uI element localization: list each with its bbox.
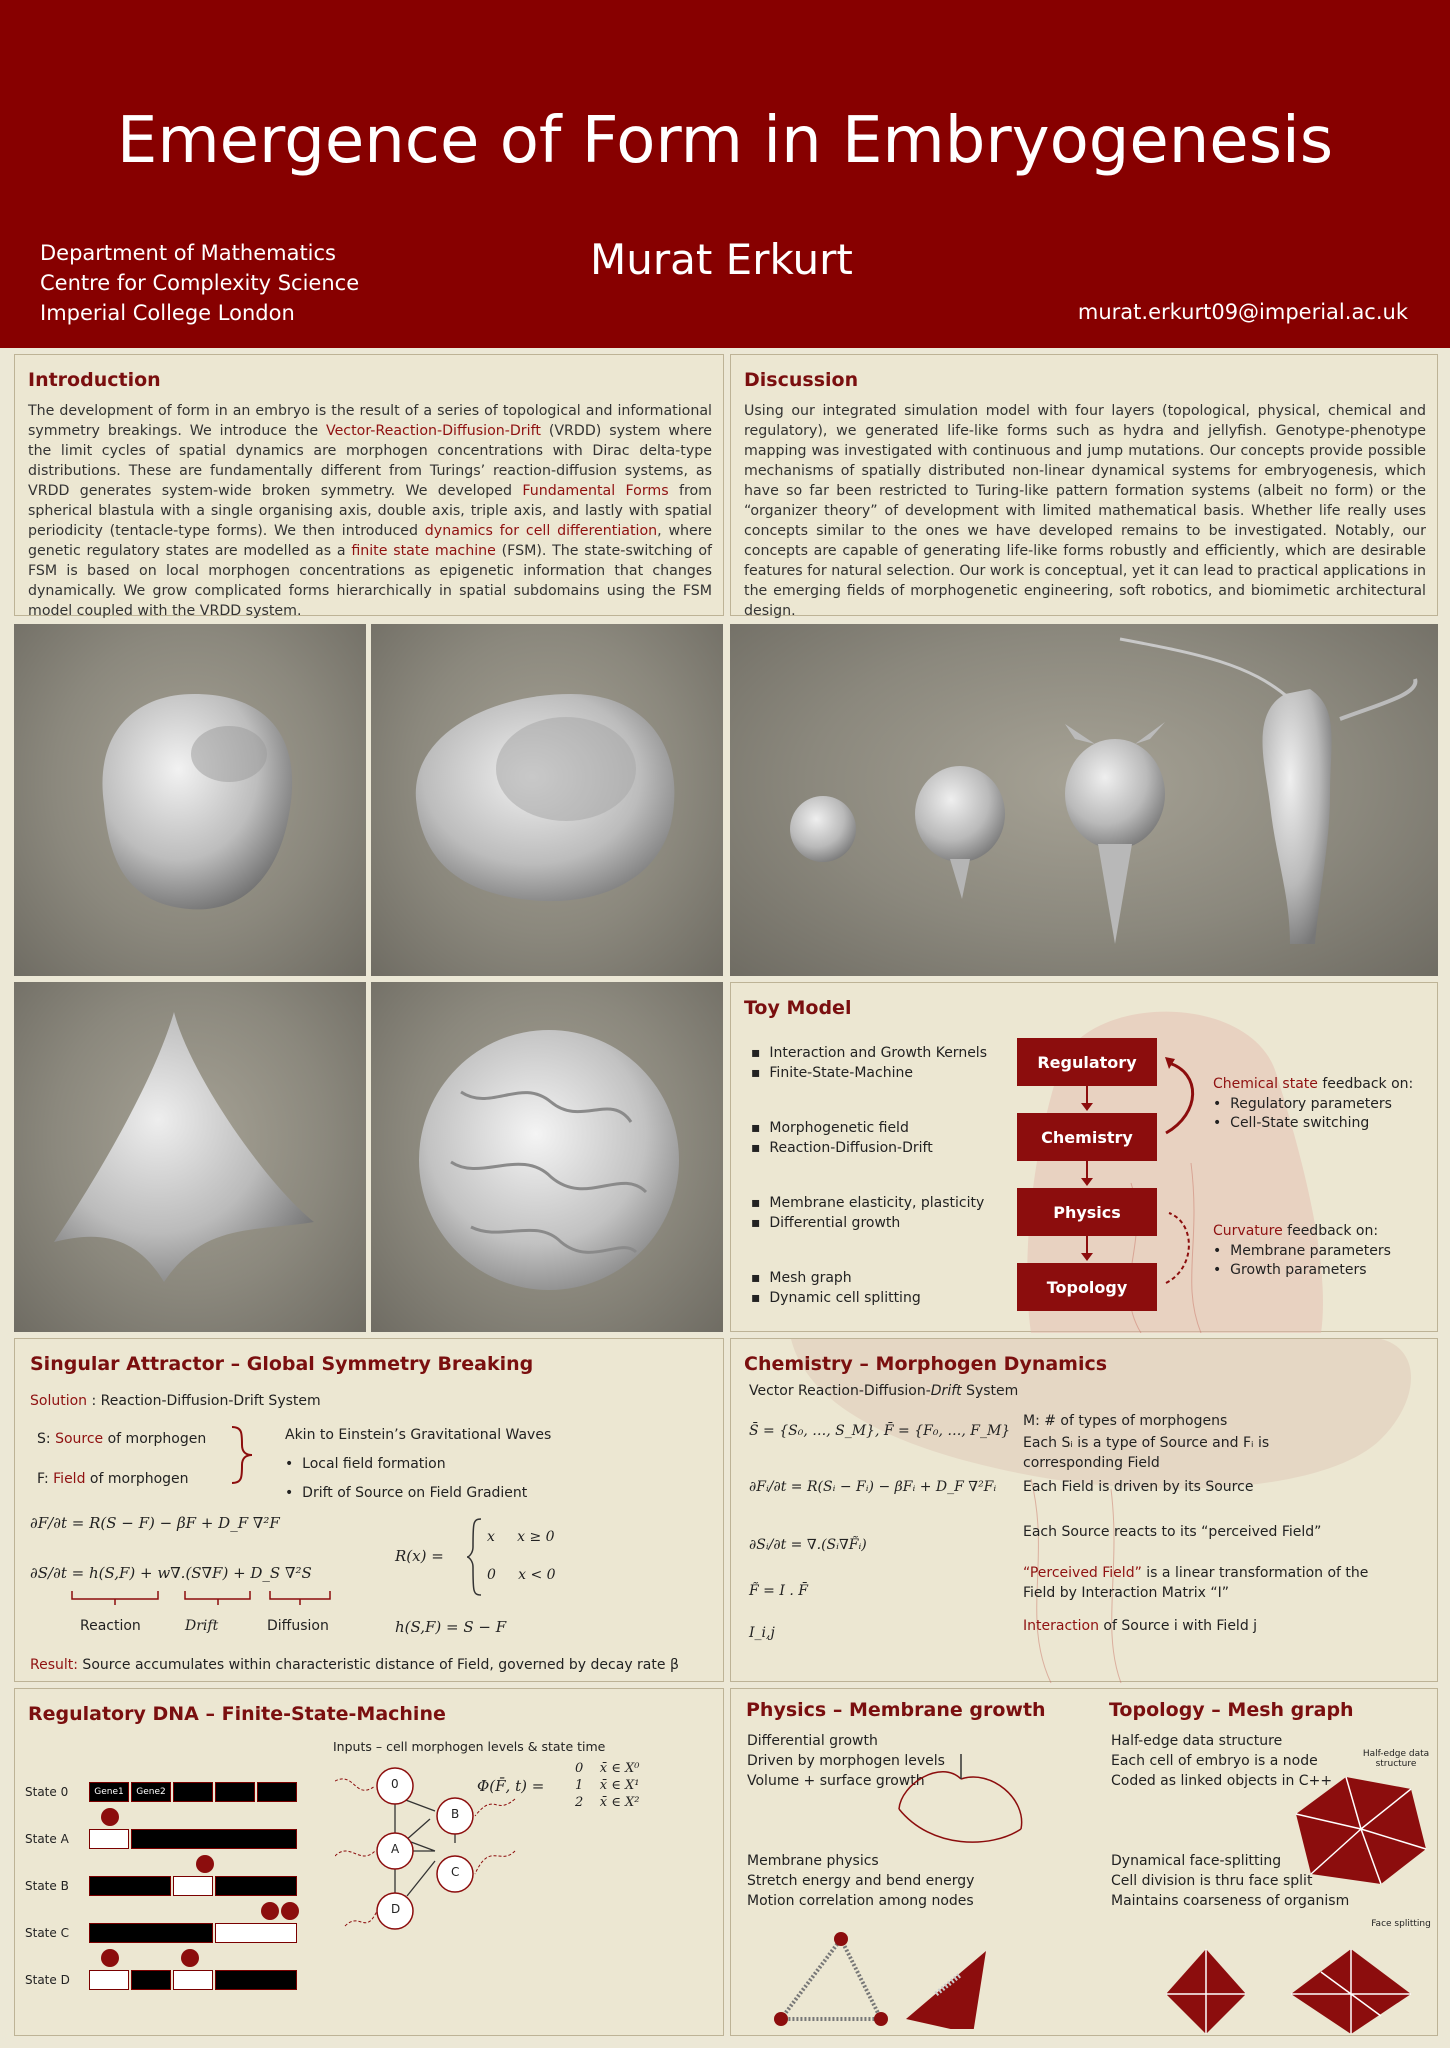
bullet-text: Mesh graph [769,1270,852,1286]
topology-subheading: Dynamical face-splitting [1111,1853,1282,1869]
bullet-text: Cell-State switching [1230,1115,1370,1131]
desc-line: Each Sᵢ is a type of Source and Fᵢ is corresponding Field [1023,1435,1270,1471]
chemical-feedback-title [1213,1076,1413,1092]
section-heading: Singular Attractor – Global Symmetry Breaking [30,1353,534,1375]
layer-chemistry: Chemistry [1017,1113,1157,1161]
section-heading: Toy Model [744,997,852,1019]
blob-image [371,982,723,1332]
rx-label: R(x) = [395,1547,444,1565]
section-heading: Physics – Membrane growth [746,1699,1046,1721]
text-run: feedback on: [1317,1076,1414,1092]
diagram-caption: Face splitting [1371,1919,1431,1929]
diagram-caption: Half-edge data structure [1362,1749,1430,1769]
section-heading: Discussion [744,369,859,391]
text-run: Source accumulates within characteristic distance of Field, governed by decay rate β [77,1657,679,1673]
singular-attractor-panel [14,1338,724,1682]
source-def [37,1431,206,1447]
physics-topology-panel [730,1688,1438,2036]
chemistry-panel [730,1338,1438,1682]
author-name: Murat Erkurt [590,235,853,284]
render-periodic [371,982,723,1332]
term-label: Reaction [80,1618,141,1634]
inputs-caption: Inputs – cell morphogen levels & state time [333,1739,606,1754]
section-heading: Regulatory DNA – Finite-State-Machine [28,1703,446,1725]
bullet-text: Regulatory parameters [1230,1096,1392,1112]
bullet-text: Membrane parameters [1230,1243,1391,1259]
layer-regulatory: Regulatory [1017,1038,1157,1086]
render-tetrahedral [14,982,366,1332]
bullet-text: Dynamic cell splitting [769,1290,921,1306]
topology-subheading: Half-edge data structure [1111,1733,1283,1749]
physics-line: Volume + surface growth [747,1773,925,1789]
text-run: , where genetic regulatory states are modelled as a [28,523,713,559]
phi-case: 2 x̄ ∈ X² [575,1795,640,1810]
dept-line: Department of Mathematics [40,241,336,265]
equation-source: ∂S/∂t = h(S,F) + w∇.(S∇F) + D_S ∇²S [30,1564,312,1582]
highlight-term: finite state machine [351,543,496,559]
curvature-feedback-title [1213,1223,1378,1239]
discussion-text: Using our integrated simulation model with four layers (topological, physical, chemical and regulatory), we generated life-like forms such as hydra and jellyfish. Genotype-phenotype mapping was investigated with continuous and jump mutations. Our concepts provide possible mechanisms of spatially distributed non-linear dynamical systems for embryogenesis, which have so far been restricted to Turing-like pattern formation systems (albeit no form) or the “organizer theory” of development with limited mathematical basis. Whether life really uses concepts similar to the ones we have developed remains to be investigated. Notably, our concepts are capable of generating life-like forms robustly and efficiently, which are desirable features for natural selection. Our work is conceptual, yet it can lead to practical applications in the emerging fields of morphogenetic engineering, soft robotics, and biomimetic architectural design. [744,403,1426,619]
fsm-node: D [391,1902,401,1916]
highlight-term: Chemical state [1213,1076,1318,1092]
fsm-node: C [451,1865,460,1879]
text-run: F: [37,1471,54,1487]
highlight-term: Vector-Reaction-Diffusion-Drift [325,423,541,439]
regulatory-panel [14,1688,724,2036]
topology-line: Each cell of embryo is a node [1111,1753,1318,1769]
physics-line: Motion correlation among nodes [747,1893,974,1909]
bullet-item: • Local field formation [285,1456,446,1472]
bullet-text: Finite-State-Machine [769,1065,913,1081]
dept-line: Centre for Complexity Science [40,271,360,295]
bullet-text: Interaction and Growth Kernels [769,1045,987,1061]
equation-field: ∂F/∂t = R(S − F) − βF + D_F ∇²F [30,1514,280,1532]
header-banner [0,0,1450,348]
gene-label: Gene1 [94,1787,124,1797]
physics-line: Driven by morphogen levels [747,1753,945,1769]
text-run: System [961,1383,1019,1399]
highlight-term: Source [55,1431,104,1447]
text-run: feedback on: [1282,1223,1379,1239]
phi-case: 0 x̄ ∈ X⁰ [575,1761,640,1776]
text-run: The development of form in an embryo is the result of a series of topological and informational symmetry breakings. We introduce the [28,403,712,439]
phi-case: 1 x̄ ∈ X¹ [575,1778,640,1793]
text-run: S: [37,1431,56,1447]
bullet-item: ▪ Differential growth [751,1215,901,1231]
blob-image [14,624,366,976]
case-brace-icon [465,1517,485,1597]
fsm-node: B [451,1807,460,1821]
chem-subtitle [749,1383,1018,1399]
highlight-term: Result: [30,1657,78,1673]
text-run: of morphogen [85,1471,189,1487]
highlight-term: Fundamental Forms [522,483,669,499]
intro-text [28,401,712,621]
layer-physics: Physics [1017,1188,1157,1236]
highlight-term: Field [53,1471,86,1487]
fsm-node: 0 [391,1777,399,1791]
term-label: Drift [185,1618,219,1634]
layer-arrows [731,983,1439,1333]
blob-image [14,982,366,1332]
layer-topology: Topology [1017,1263,1157,1311]
text-run: : Reaction-Diffusion-Drift System [87,1393,321,1409]
equation-field: ∂Fᵢ/∂t = R(Sᵢ − Fᵢ) − βFᵢ + D_F ∇²Fᵢ [749,1479,997,1495]
bullet-item: ▪ Membrane elasticity, plasticity [751,1195,985,1211]
growth-sequence-image [730,624,1438,976]
feedback-item: • Regulatory parameters [1213,1096,1392,1112]
result-line [30,1657,679,1673]
highlight-term: Curvature [1213,1223,1283,1239]
fsm-graph [335,1761,585,2021]
state-label: State D [25,1973,70,1987]
h-function: h(S,F) = S − F [395,1618,507,1636]
section-heading: Topology – Mesh graph [1109,1699,1354,1721]
fsm-node: A [391,1842,400,1856]
render-triple-axis [371,624,723,976]
topology-diagrams [731,1689,1439,2037]
topology-line: Cell division is thru face split [1111,1873,1313,1889]
morphogen-dots [75,1709,375,2029]
desc-line: M: # of types of morphogens [1023,1413,1228,1429]
text-run: is a linear transformation of the Field by Interaction Matrix “I” [1023,1565,1369,1601]
topology-line: Coded as linked objects in C++ [1111,1773,1333,1789]
highlight-term: Solution [30,1393,88,1409]
text-run: Drift [930,1383,962,1399]
author-email[interactable]: murat.erkurt09@imperial.ac.uk [1077,300,1408,324]
introduction-panel [14,354,724,619]
bullet-item: ▪ Morphogenetic field [751,1120,909,1136]
poster-title: Emergence of Form in Embryogenesis [116,104,1334,178]
bullet-text: Growth parameters [1230,1262,1367,1278]
brace-icon [230,1425,260,1485]
bullet-text: Membrane elasticity, plasticity [769,1195,985,1211]
equation-perceived: F̃ = I . F̄ [749,1583,808,1599]
highlight-term: dynamics for cell differentiation [424,523,658,539]
equation-source: ∂Sᵢ/∂t = ∇.(Sᵢ∇F̃ᵢ) [749,1537,867,1553]
physics-subheading: Differential growth [747,1733,878,1749]
desc-line: Each Source reacts to its “perceived Field” [1023,1524,1322,1540]
bullet-text: Morphogenetic field [769,1120,909,1136]
feedback-item: • Cell-State switching [1213,1115,1370,1131]
section-heading: Chemistry – Morphogen Dynamics [744,1353,1108,1375]
equation-interaction: I_i,j [749,1625,775,1641]
bullet-text: Reaction-Diffusion-Drift [769,1140,933,1156]
desc-line [1023,1618,1403,1634]
solution-line [30,1393,321,1409]
discussion-panel [730,354,1438,619]
state-label: State 0 [25,1785,69,1799]
bullet-text: Drift of Source on Field Gradient [302,1485,528,1501]
bullet-item: ▪ Dynamic cell splitting [751,1290,921,1306]
state-label: State A [25,1832,69,1846]
render-double-axis [14,624,366,976]
state-label: State C [25,1926,69,1940]
text-run: of morphogen [103,1431,207,1447]
blob-image [371,624,723,976]
physics-subheading: Membrane physics [747,1853,879,1869]
topology-line: Maintains coarseness of organism [1111,1893,1350,1909]
text-run: from spherical blastula with a single organising axis, double axis, triple axis, and lastly with spatial periodicity (tentacle-type forms). We then introduced [28,483,712,539]
desc-line [1023,1563,1393,1603]
bullet-item: ▪ Mesh graph [751,1270,852,1286]
gene-label: Gene2 [136,1787,166,1797]
bullet-item: ▪ Finite-State-Machine [751,1065,913,1081]
department-block [40,238,359,328]
state-label: State B [25,1879,69,1893]
equation-underbraces [70,1589,370,1609]
bullet-text: Local field formation [302,1456,446,1472]
field-def [37,1471,189,1487]
bullet-text: Differential growth [769,1215,901,1231]
text-run: Vector Reaction-Diffusion- [749,1383,931,1399]
rx-case: x x ≥ 0 [487,1529,555,1545]
bullet-item: • Drift of Source on Field Gradient [285,1485,528,1501]
text-run: (VRDD) system where the limit cycles of spatial dynamics are morphogen concentrations with Dirac delta-type distributions. These are fundamentally different from Turings’ reaction-diffusion systems, as VRDD generates system-wide broken symmetry. We developed [28,423,712,499]
einstein-note: Akin to Einstein’s Gravitational Waves [285,1427,552,1443]
equation-sets: S̄ = {S₀, …, S_M}, F̄ = {F₀, …, F_M} [749,1423,1011,1439]
highlight-term: “Perceived Field” [1023,1565,1142,1581]
feedback-item: • Membrane parameters [1213,1243,1391,1259]
physics-line: Stretch energy and bend energy [747,1873,975,1889]
phi-function: Φ(F̄, t) = [477,1777,545,1795]
text-run: of Source i with Field j [1098,1618,1258,1634]
render-growth-sequence [730,624,1438,976]
desc-line: Each Field is driven by its Source [1023,1479,1254,1495]
highlight-term: Interaction [1023,1618,1099,1634]
rx-case: 0 x < 0 [487,1567,556,1583]
toy-model-panel [730,982,1438,1332]
feedback-item: • Growth parameters [1213,1262,1367,1278]
term-label: Diffusion [267,1618,329,1634]
section-heading: Introduction [28,369,161,391]
text-run: (FSM). The state-switching of FSM is based on local morphogen concentrations as epigenetic information that changes dynamically. We grow complicated forms hierarchically in spatial subdomains using the FSM model coupled with the VRDD system. [28,543,712,619]
bullet-item: ▪ Reaction-Diffusion-Drift [751,1140,933,1156]
dept-line: Imperial College London [40,301,295,325]
bullet-item: ▪ Interaction and Growth Kernels [751,1045,987,1061]
